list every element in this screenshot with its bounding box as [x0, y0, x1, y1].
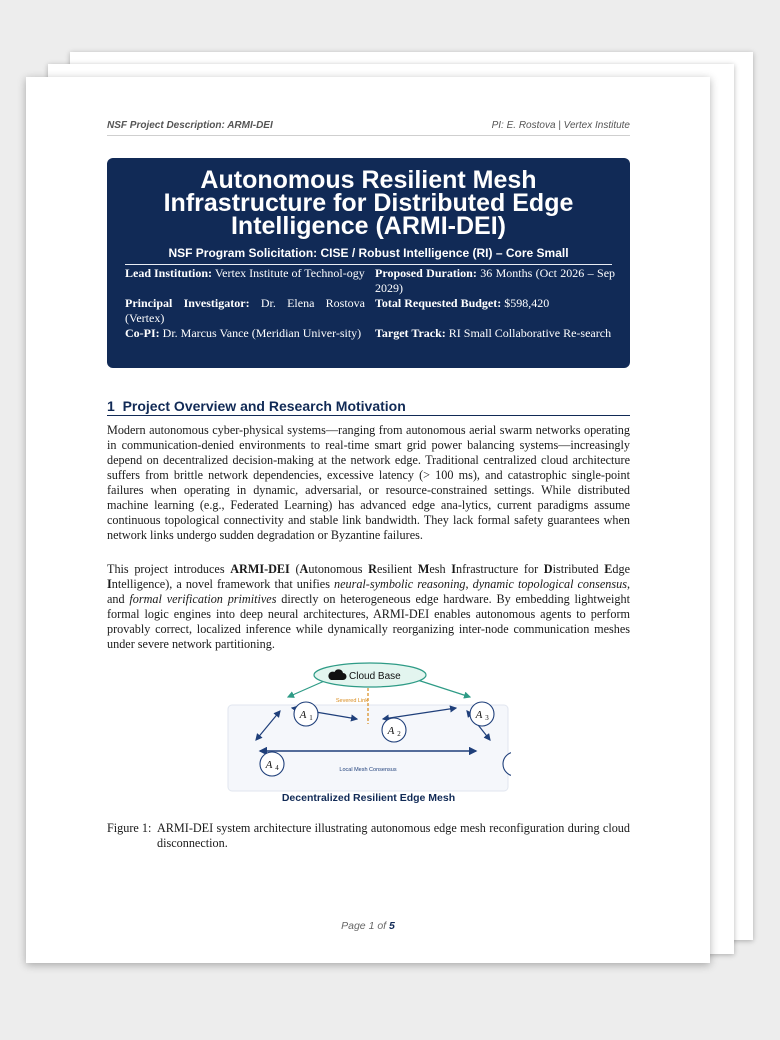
footer-prefix: Page — [341, 920, 366, 932]
meta-label: Lead Institution: — [125, 266, 213, 280]
text-run: , — [465, 577, 473, 591]
cloud-base-label: Cloud Base — [349, 671, 401, 682]
mesh-diagram — [226, 662, 511, 792]
document-page — [26, 77, 710, 963]
meta-co-pi — [125, 326, 365, 356]
meta-value: 36 Months (Oct 2026 – Sep 2029) — [375, 266, 616, 295]
svg-text:4: 4 — [275, 764, 279, 772]
section-number: 1 — [107, 398, 115, 414]
meta-left-column — [125, 266, 365, 356]
acronym-letter: E — [604, 562, 613, 576]
svg-text:1: 1 — [309, 714, 313, 722]
paragraph-motivation: Modern autonomous cyber-physical systems—ranging from autonomous aerial swarm networks operating in communication-denied environments to real-time smart grid power balancing systems—increasingly depend on decentralized decision-making at the network edge. Traditional centralized cloud architecture suffers from brittle network dependencies, excessive latency (> 100 ms), and catastrophic single-point failures when operating in dynamic, adversarial, or resource-constrained settings. While distributed machine learning (e.g., Federated Learning) has advanced edge ana-lytics, current paradigms assume continuous topological connectivity and stable link bandwidth. They lack formal safety guarantees when network links undergo sudden degradation or Byzantine failures. — [107, 423, 630, 542]
acronym-letter: R — [368, 562, 377, 576]
node-a1 — [294, 702, 318, 726]
node-a4 — [260, 752, 284, 776]
meta-label: Principal Investigator: — [125, 296, 250, 310]
acronym-letter: I — [107, 577, 112, 591]
page-number-footer — [26, 920, 710, 932]
title-line: Autonomous Resilient Mesh — [200, 166, 537, 194]
text-run: directly on heterogeneous edge hardware. By embedding lightweight formal logic engines into deep neural architectures, ARMI-DEI enables autonomous agents to perform provably correct, localized inference while dynamically reorganizing inter-node communication meshes under severe network partitioning. — [107, 592, 630, 651]
footer-of: of — [377, 920, 387, 932]
text-run: nfrastructure for — [456, 562, 544, 576]
meta-label: Co-PI: — [125, 326, 160, 340]
running-header — [107, 120, 630, 136]
meta-value: $598,420 — [504, 296, 550, 310]
title-block — [107, 158, 630, 368]
meta-label: Target Track: — [375, 326, 446, 340]
node-a3 — [470, 702, 494, 726]
header-right-text: PI: E. Rostova | Vertex Institute — [491, 120, 630, 131]
meta-value: Vertex Institute of Technol-ogy — [214, 266, 365, 280]
text-run: , and — [107, 577, 630, 606]
acronym-letter: M — [417, 562, 430, 576]
meta-value: RI Small Collaborative Re-search — [448, 326, 612, 340]
emphasis: formal verification primitives — [129, 592, 277, 606]
node-a2 — [382, 718, 406, 742]
svg-text:A: A — [265, 759, 273, 771]
figure-edge-mesh — [226, 662, 511, 807]
acronym-letter: I — [451, 562, 457, 576]
text-run: ), a novel framework that unifies — [165, 577, 334, 591]
text-run: ( — [289, 562, 300, 576]
svg-text:3: 3 — [485, 714, 489, 722]
meta-value: Dr. Elena Rostova (Vertex) — [125, 296, 366, 325]
title-line: Infrastructure for Distributed Edge — [163, 189, 574, 217]
text-run: esh — [429, 562, 452, 576]
meta-label: Proposed Duration: — [375, 266, 477, 280]
document-title — [127, 166, 610, 240]
meta-value: Dr. Marcus Vance (Meridian Univer-sity) — [162, 326, 362, 340]
figure-caption — [107, 821, 630, 850]
program-solicitation: NSF Program Solicitation: CISE / Robust Intelligence (RI) – Core Small — [125, 246, 612, 265]
meta-total-budget — [375, 296, 615, 326]
text-run: utonomous — [308, 562, 369, 576]
acronym-letter: D — [543, 562, 553, 576]
footer-current-page: 1 — [368, 920, 375, 932]
meta-target-track — [375, 326, 615, 356]
svg-text:A: A — [387, 725, 395, 737]
consensus-label: Local Mesh Consensus — [339, 767, 397, 773]
text-run: dge — [612, 562, 631, 576]
text-run: esilient — [376, 562, 418, 576]
header-left-text: NSF Project Description: ARMI-DEI — [107, 120, 273, 131]
meta-principal-investigator — [125, 296, 365, 326]
meta-lead-institution — [125, 266, 365, 296]
figure-title: Decentralized Resilient Edge Mesh — [281, 792, 456, 804]
caption-label: Figure 1: — [107, 821, 152, 835]
text-run: This project introduces — [107, 562, 231, 576]
emphasis: dynamic topological consensus — [472, 577, 627, 591]
footer-total-pages: 5 — [389, 920, 395, 932]
meta-proposed-duration — [375, 266, 615, 296]
section-title: Project Overview and Research Motivation — [122, 398, 406, 414]
svg-text:A: A — [299, 709, 307, 721]
meta-right-column — [375, 266, 615, 356]
svg-text:A: A — [475, 709, 483, 721]
meta-label: Total Requested Budget: — [375, 296, 502, 310]
mesh-region-background — [228, 705, 508, 791]
text-run: istributed — [552, 562, 605, 576]
title-line: Intelligence (ARMI-DEI) — [230, 212, 506, 240]
text-run: ntelligence — [111, 577, 166, 591]
emphasis: neural-symbolic reasoning — [333, 577, 466, 591]
svg-text:2: 2 — [397, 730, 401, 738]
acronym: ARMI-DEI — [230, 562, 290, 576]
acronym-letter: A — [299, 562, 309, 576]
caption-text: ARMI-DEI system architecture illustrating autonomous edge mesh reconfiguration during cloud disconnection. — [157, 821, 630, 850]
severed-link-label: Severed Link — [335, 698, 368, 704]
paragraph-introduction — [107, 562, 630, 652]
section-heading — [107, 398, 630, 416]
